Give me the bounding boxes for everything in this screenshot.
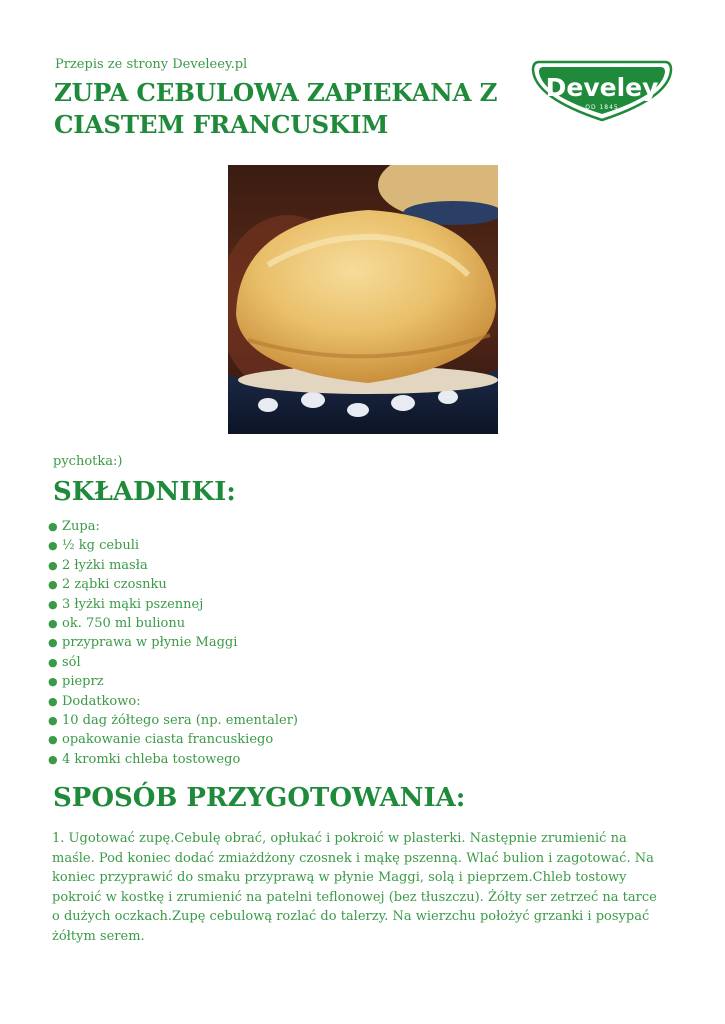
- preparation-heading: SPOSÓB PRZYGOTOWANIA:: [53, 783, 466, 813]
- intro-text: pychotka:): [53, 454, 123, 469]
- ingredient-item: ● 2 łyżki masła: [48, 556, 298, 575]
- bullet-icon: ●: [48, 694, 58, 708]
- develey-logo: [531, 58, 673, 124]
- recipe-title: ZUPA CEBULOWA ZAPIEKANA Z CIASTEM FRANCUSKIM: [54, 78, 498, 139]
- logo-since-text: OD 1845: [585, 104, 619, 111]
- soup-pie-photo: [228, 165, 498, 434]
- ingredient-item: ● Dodatkowo:: [48, 692, 298, 711]
- ingredient-item: ● 3 łyżki mąki pszennej: [48, 595, 298, 614]
- logo-brand-text: Develey: [545, 73, 659, 102]
- ingredients-list: [48, 517, 298, 769]
- bullet-icon: ●: [48, 714, 58, 728]
- bullet-icon: ●: [48, 539, 58, 553]
- preparation-line: o dużych oczkach.Zupę cebulową rozlać do talerzy. Na wierzchu położyć grzanki i posypać: [52, 909, 650, 924]
- ingredient-item: ● sól: [48, 653, 298, 672]
- ingredient-item: ● 2 ząbki czosnku: [48, 575, 298, 594]
- ingredient-item: ● 10 dag żółtego sera (np. ementaler): [48, 711, 298, 730]
- ingredient-item: ● ok. 750 ml bulionu: [48, 614, 298, 633]
- preparation-line: maśle. Pod koniec dodać zmiażdżony czosnek i mąkę pszenną. Wlać bulion i zagotować. Na: [52, 850, 654, 866]
- ingredient-item: ● 4 kromki chleba tostowego: [48, 750, 298, 769]
- bullet-icon: ●: [48, 597, 58, 611]
- ingredient-item: ● pieprz: [48, 672, 298, 691]
- ingredient-item: ● opakowanie ciasta francuskiego: [48, 730, 298, 749]
- ingredient-item: ● przyprawa w płynie Maggi: [48, 633, 298, 652]
- bullet-icon: ●: [48, 733, 58, 747]
- bullet-icon: ●: [48, 636, 58, 650]
- source-line: Przepis ze strony Develeey.pl: [55, 57, 248, 72]
- preparation-text: [52, 829, 682, 946]
- bullet-icon: ●: [48, 520, 58, 533]
- bullet-icon: ●: [48, 558, 58, 572]
- bullet-icon: ●: [48, 617, 58, 631]
- preparation-line: koniec przyprawić do smaku przyprawą w płynie Maggi, solą i pieprzem.Chleb tostowy: [52, 870, 627, 885]
- preparation-line: pokroić w kostkę i zrumienić na patelni teflonowej (bez tłuszczu). Żółty ser zetrzeć na tarce: [52, 889, 657, 905]
- bullet-icon: ●: [48, 675, 58, 689]
- ingredient-item: ● Zupa:: [48, 517, 298, 536]
- bullet-icon: ●: [48, 655, 58, 669]
- ingredients-heading: SKŁADNIKI:: [53, 477, 236, 507]
- bullet-icon: ●: [48, 578, 58, 592]
- preparation-line: żółtym serem.: [52, 928, 145, 944]
- ingredient-item: ● ½ kg cebuli: [48, 536, 298, 555]
- preparation-line: 1. Ugotować zupę.Cebulę obrać, opłukać i pokroić w plasterki. Następnie zrumienić na: [52, 831, 627, 846]
- bullet-icon: ●: [48, 752, 58, 766]
